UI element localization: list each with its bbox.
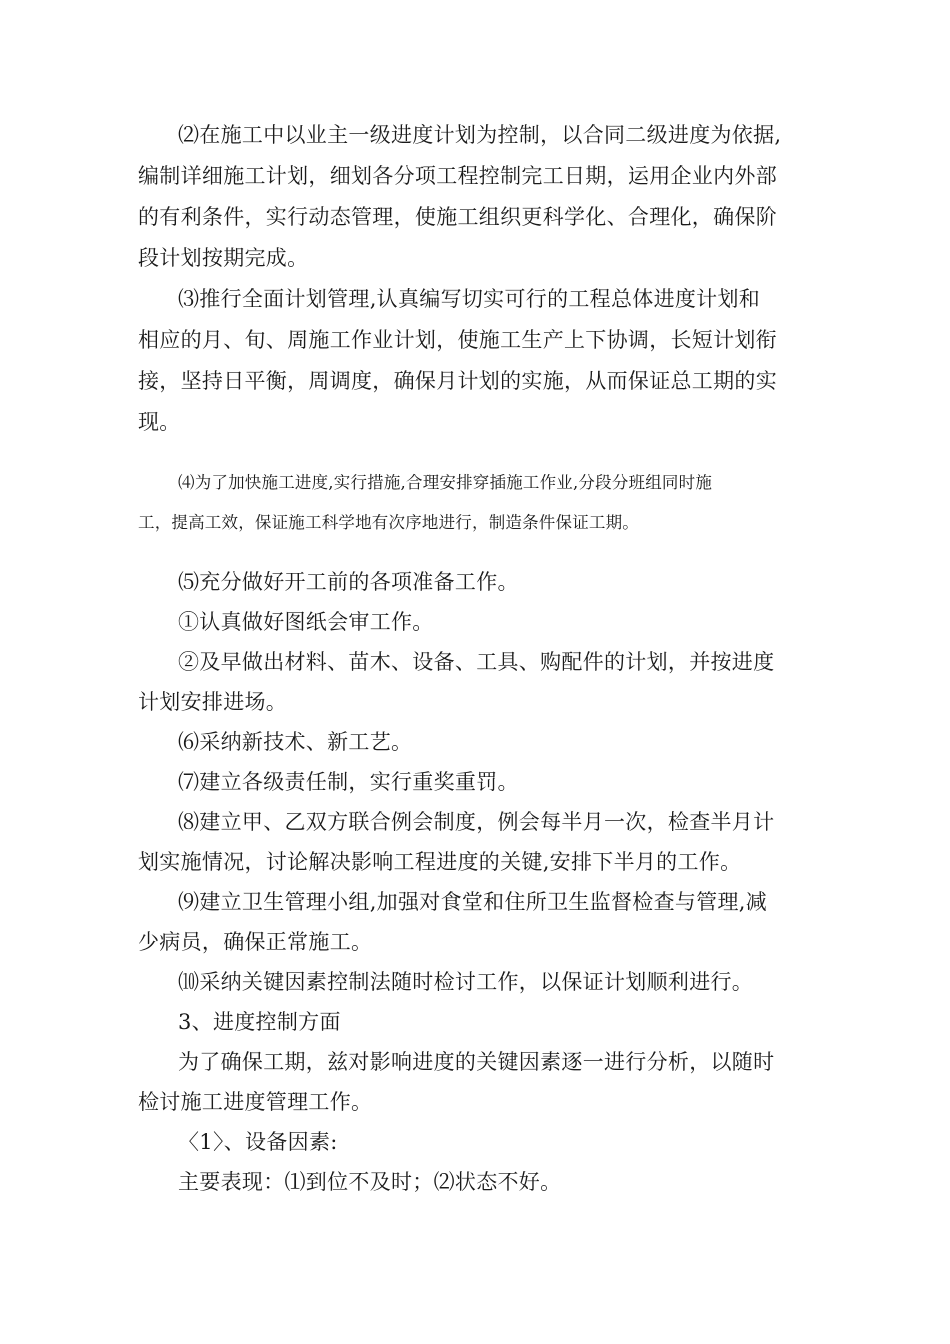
paragraph-2-line-4: 段计划按期完成。 [138, 246, 309, 270]
paragraph-2-line-1: ⑵在施工中以业主一级进度计划为控制，以合同二级进度为依据, [178, 123, 782, 147]
paragraph-4-line-1: ⑷为了加快施工进度,实行措施,合理安排穿插施工作业,分段分班组同时施 [178, 473, 713, 492]
paragraph-4-line-2: 工，提高工效，保证施工科学地有次序地进行，制造条件保证工期。 [138, 513, 639, 532]
paragraph-3-line-4: 现。 [138, 410, 181, 434]
paragraph-10: ⑽采纳关键因素控制法随时检讨工作，以保证计划顺利进行。 [178, 970, 754, 994]
paragraph-2-line-2: 编制详细施工计划，细划各分项工程控制完工日期，运用企业内外部 [138, 164, 777, 188]
paragraph-2-line-3: 的有利条件，实行动态管理，使施工组织更科学化、合理化，确保阶 [138, 205, 777, 229]
item-2-line-1: ②及早做出材料、苗木、设备、工具、购配件的计划，并按进度 [178, 650, 775, 674]
item-1: ①认真做好图纸会审工作。 [178, 610, 434, 634]
factor-heading-1: 〈1〉、设备因素: [178, 1130, 338, 1154]
paragraph-3-line-3: 接，坚持日平衡，周调度，确保月计划的实施，从而保证总工期的实 [138, 369, 777, 393]
paragraph-8-line-2: 划实施情况，讨论解决影响工程进度的关键,安排下半月的工作。 [138, 850, 742, 874]
paragraph-9-line-1: ⑼建立卫生管理小组,加强对食堂和住所卫生监督检查与管理,减 [178, 890, 768, 914]
item-2-line-2: 计划安排进场。 [138, 690, 288, 714]
paragraph-9-line-2: 少病员，确保正常施工。 [138, 930, 373, 954]
paragraph-5: ⑸充分做好开工前的各项准备工作。 [178, 570, 519, 594]
paragraph-8-line-1: ⑻建立甲、乙双方联合例会制度，例会每半月一次，检查半月计 [178, 810, 775, 834]
paragraph-7: ⑺建立各级责任制，实行重奖重罚。 [178, 770, 519, 794]
section-3-intro-line-1: 为了确保工期，兹对影响进度的关键因素逐一进行分析，以随时 [178, 1050, 775, 1074]
section-3-intro-line-2: 检讨施工进度管理工作。 [138, 1090, 373, 1114]
paragraph-6: ⑹采纳新技术、新工艺。 [178, 730, 413, 754]
factor-1-description: 主要表现：⑴到位不及时；⑵状态不好。 [178, 1170, 562, 1194]
paragraph-3-line-1: ⑶推行全面计划管理,认真编写切实可行的工程总体进度计划和 [178, 287, 761, 311]
section-heading-3: 3、进度控制方面 [178, 1010, 341, 1034]
paragraph-3-line-2: 相应的月、旬、周施工作业计划，使施工生产上下协调，长短计划衔 [138, 328, 777, 352]
